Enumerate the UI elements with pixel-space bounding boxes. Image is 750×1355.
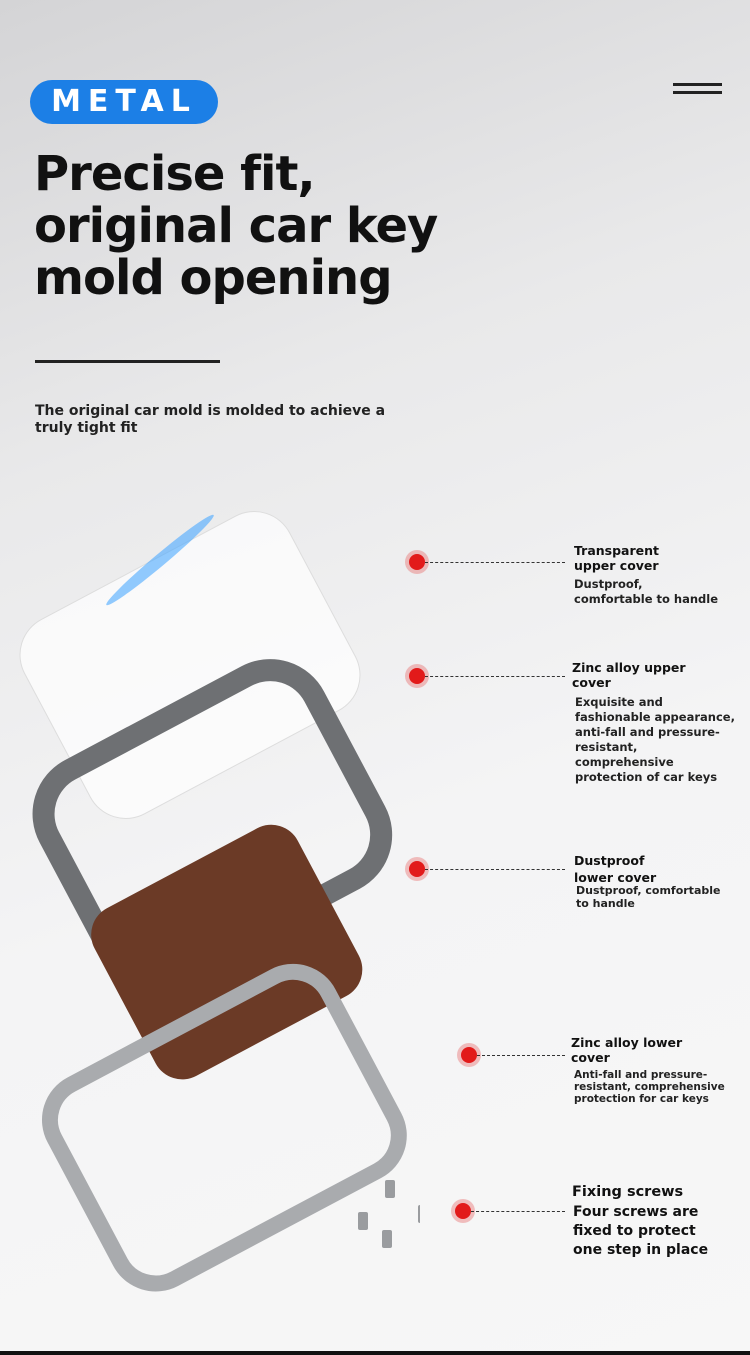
marker-dot	[455, 1203, 471, 1219]
divider	[35, 360, 220, 363]
callout-desc: Four screws are fixed to protect one step in place	[573, 1204, 709, 1258]
key-case-exploded-image	[0, 500, 420, 1310]
callout-label: Transparent upper cover	[574, 543, 659, 573]
subtitle: The original car mold is molded to achieve a truly tight fit	[35, 403, 386, 436]
bottom-border	[0, 1351, 750, 1355]
marker-dot	[409, 861, 425, 877]
leader-line	[425, 869, 565, 870]
menu-icon[interactable]	[673, 83, 722, 99]
callout-desc: Anti-fall and pressure-resistant, comprehensive protection for car keys	[574, 1069, 725, 1105]
callout-desc: Dustproof, comfortable to handle	[574, 577, 719, 606]
marker-dot	[461, 1047, 477, 1063]
page-title: Precise fit, original car key mold opening	[34, 146, 438, 306]
leader-line	[425, 676, 565, 677]
zinc-lower-cover	[36, 958, 413, 1298]
marker-dot	[409, 668, 425, 684]
marker-dot	[409, 554, 425, 570]
callout-label: Zinc alloy lower cover	[571, 1035, 683, 1065]
leader-line	[477, 1055, 565, 1056]
callout-label: Fixing screws	[572, 1184, 684, 1200]
callout-desc: Exquisite and fashionable appearance, anti-fall and pressure-resistant, comprehensive protection of car keys	[575, 695, 735, 784]
metal-badge: METAL	[30, 80, 218, 124]
callout-desc: Dustproof, comfortable to handle	[576, 884, 721, 910]
leader-line	[425, 562, 565, 563]
screws	[358, 1180, 420, 1248]
callout-label: Dustproof lower cover	[574, 853, 657, 885]
callout-label: Zinc alloy upper cover	[572, 660, 686, 690]
leader-line	[471, 1211, 565, 1212]
